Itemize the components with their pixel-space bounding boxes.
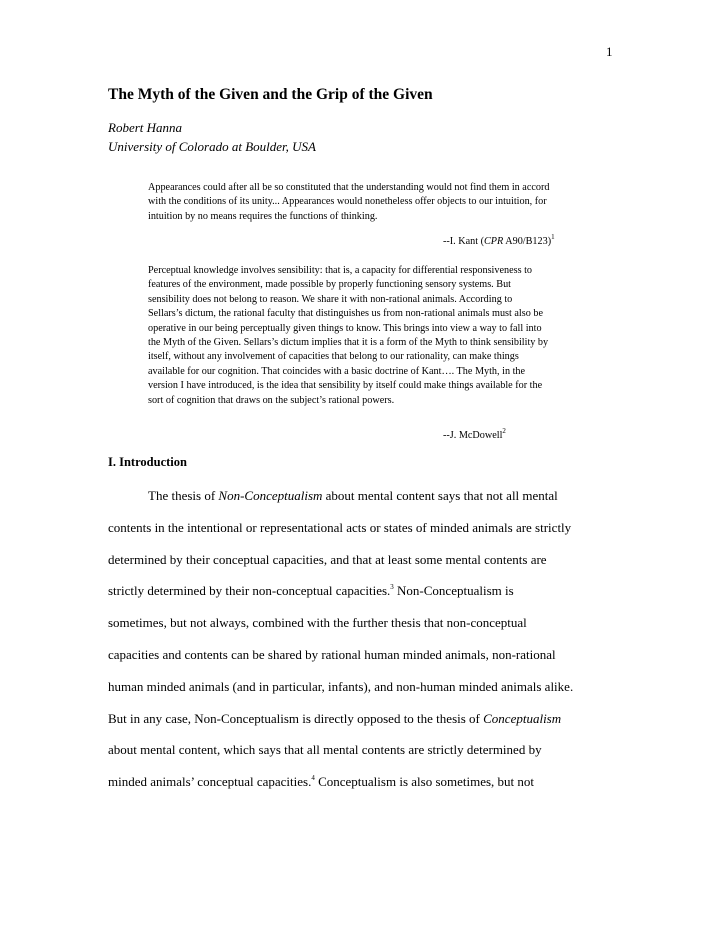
body-line: contents in the intentional or representational acts or states of minded animals are strictly [108,519,572,535]
emphasis: Conceptualism [483,710,562,726]
text-run: strictly determined by their non-conceptual capacities. [108,583,391,599]
attribution-prefix: --I. Kant ( [443,236,485,247]
text-run: about mental content says that not all mental [322,488,558,503]
page-number: 1 [606,44,613,59]
body-line: about mental content, which says that all mental contents are strictly determined by [108,742,542,758]
text-run: minded animals’ conceptual capacities. [108,774,312,790]
mcdowell-attribution [443,427,506,441]
epigraph-line: available for our cognition. That coincides with a basic doctrine of Kant…. The Myth, in the [148,365,526,377]
epigraph-line: with the conditions of its unity... Appearances would nonetheless offer objects to our intuition, for [148,196,547,208]
epigraph-line: operative in our being perceptually given things to know. This brings into view a way to fall into [148,322,542,334]
kant-attribution [443,233,555,247]
epigraph-line: itself, without any involvement of capacities that belong to our rationality, can make things [148,351,519,363]
body-line: determined by their conceptual capacities, and that at least some mental contents are [108,551,547,567]
footnote-marker[interactable]: 1 [551,233,555,241]
epigraph-line: intuition by no means requires the functions of thinking. [148,210,378,222]
attribution-text: --J. McDowell [443,430,503,441]
paper-title: The Myth of the Given and the Grip of the Given [108,86,433,103]
epigraph-line: sensibility does not belong to reason. We share it with non-rational animals. According to [148,293,513,305]
epigraph-line: the Myth of the Given. Sellars’s dictum implies that it is a form of the Myth to think sensibility by [148,337,549,349]
footnote-marker[interactable]: 2 [502,427,506,435]
epigraph-line: version I have introduced, is the idea that sensibility by itself could make things available for the [148,380,543,392]
text-run: The thesis of [148,488,219,503]
epigraph-line: Appearances could after all be so constituted that the understanding would not find them in accord [148,182,550,193]
mcdowell-epigraph [148,264,616,408]
footnote-marker[interactable]: 3 [390,583,394,592]
text-run: Non-Conceptualism is [393,583,514,599]
body-paragraph [108,480,618,798]
epigraph-line: Perceptual knowledge involves sensibility: that is, a capacity for differential responsiveness to [148,265,533,276]
body-line [108,575,618,607]
body-line: human minded animals (and in particular, infants), and non-human minded animals alike. [108,678,574,694]
body-line: capacities and contents can be shared by rational human minded animals, non-rational [108,646,556,662]
footnote-marker[interactable]: 4 [311,774,315,783]
text-run: Conceptualism is also sometimes, but not [314,774,535,790]
attribution-work: CPR [484,236,504,247]
emphasis: Non-Conceptualism [218,488,323,503]
body-line [108,703,618,735]
body-line: sometimes, but not always, combined with the further thesis that non-conceptual [108,615,527,631]
section-heading: I. Introduction [108,455,187,469]
epigraph-line: features of the environment, made possible by properly functioning sensory systems. But [148,279,511,291]
body-line [108,480,618,512]
author-name: Robert Hanna [108,120,183,135]
author-affiliation: University of Colorado at Boulder, USA [108,139,316,154]
epigraph-line: Sellars’s dictum, the rational faculty that distinguishes us from non-rational animals must also be [148,308,543,320]
kant-epigraph [148,181,616,224]
text-run: But in any case, Non-Conceptualism is directly opposed to the thesis of [108,710,484,726]
epigraph-line: sort of cognition that draws on the subject’s rational powers. [148,394,395,406]
body-line [108,766,618,798]
attribution-suffix: A90/B123) [503,236,552,247]
